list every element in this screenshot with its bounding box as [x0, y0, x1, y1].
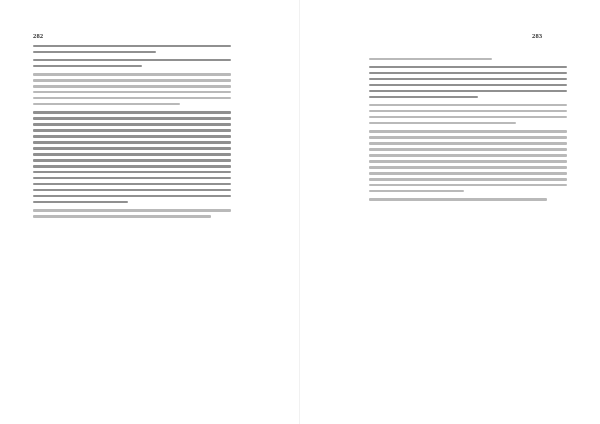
text-paragraph	[33, 209, 231, 217]
text-paragraph	[33, 45, 231, 53]
text-paragraph	[369, 66, 567, 98]
text-paragraph	[33, 73, 231, 105]
text-paragraph	[369, 58, 567, 60]
text-line	[33, 51, 156, 53]
text-line	[33, 209, 231, 211]
text-line	[369, 142, 567, 144]
text-line	[369, 116, 567, 118]
text-line	[33, 189, 231, 191]
text-line	[369, 160, 567, 162]
text-line	[33, 65, 142, 67]
text-paragraph	[33, 59, 231, 67]
text-line	[33, 111, 231, 113]
text-line	[369, 154, 567, 156]
text-line	[33, 159, 231, 161]
text-line	[33, 97, 231, 99]
text-line	[33, 153, 231, 155]
left-page-number: 282	[33, 33, 44, 40]
right-page-number: 283	[532, 33, 543, 40]
text-line	[33, 91, 231, 93]
text-line	[33, 103, 180, 105]
text-line	[33, 165, 231, 167]
left-text-column	[33, 45, 231, 224]
text-line	[369, 172, 567, 174]
text-line	[369, 136, 567, 138]
text-line	[369, 184, 567, 186]
text-line	[369, 166, 567, 168]
text-line	[369, 178, 567, 180]
right-page	[300, 0, 600, 424]
text-line	[369, 66, 567, 68]
text-line	[33, 123, 231, 125]
text-line	[369, 198, 547, 200]
text-line	[33, 85, 231, 87]
text-line	[33, 135, 231, 137]
text-line	[369, 90, 567, 92]
text-line	[369, 78, 567, 80]
text-line	[33, 183, 231, 185]
text-line	[369, 96, 478, 98]
text-line	[33, 177, 231, 179]
text-line	[369, 110, 567, 112]
text-line	[33, 215, 211, 217]
text-line	[369, 130, 567, 132]
text-paragraph	[369, 104, 567, 124]
text-paragraph	[369, 130, 567, 192]
text-line	[369, 58, 492, 60]
text-paragraph	[33, 111, 231, 203]
right-text-column	[369, 58, 567, 207]
text-paragraph	[369, 198, 567, 200]
text-line	[33, 141, 231, 143]
text-line	[33, 117, 231, 119]
text-line	[33, 79, 231, 81]
text-line	[33, 73, 231, 75]
text-line	[33, 195, 231, 197]
text-line	[369, 148, 567, 150]
text-line	[33, 171, 231, 173]
text-line	[33, 45, 231, 47]
text-line	[369, 122, 516, 124]
text-line	[33, 129, 231, 131]
text-line	[33, 147, 231, 149]
text-line	[369, 72, 567, 74]
text-line	[369, 84, 567, 86]
text-line	[369, 104, 567, 106]
text-line	[33, 201, 128, 203]
text-line	[369, 190, 464, 192]
text-line	[33, 59, 231, 61]
